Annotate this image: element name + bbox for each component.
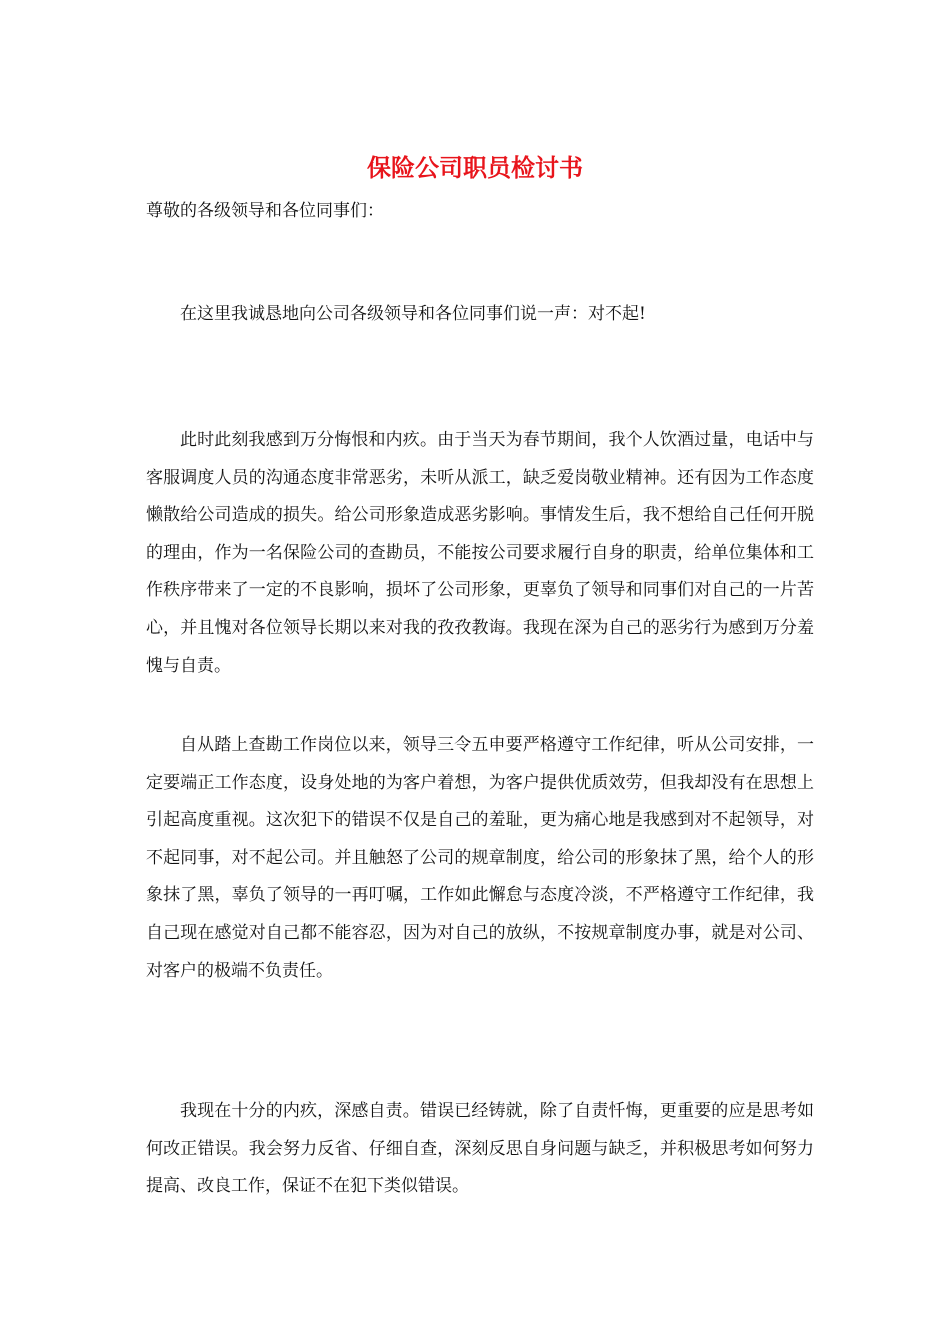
paragraph-correction: 我现在十分的内疚，深感自责。错误已经铸就，除了自责忏悔，更重要的应是思考如何改正错误。我会努力反省、仔细自查，深刻反思自身问题与缺乏，并积极思考如何努力提高、改良工作，保证不在犯下类似错误。	[146, 1101, 814, 1197]
document-title: 保险公司职员检讨书	[367, 153, 583, 182]
paragraph-regret: 此时此刻我感到万分悔恨和内疚。由于当天为春节期间，我个人饮酒过量，电话中与客服调度人员的沟通态度非常恶劣，未听从派工，缺乏爱岗敬业精神。还有因为工作态度懒散给公司造成的损失。给公司形象造成恶劣影响。事情发生后，我不想给自己任何开脱的理由，作为一名保险公司的查勘员，不能按公司要求履行自身的职责，给单位集体和工作秩序带来了一定的不良影响，损坏了公司形象，更辜负了领导和同事们对自己的一片苦心，并且愧对各位领导长期以来对我的孜孜教诲。我现在深为自己的恶劣行为感到万分羞愧与自责。	[146, 430, 814, 676]
salutation: 尊敬的各级领导和各位同事们：	[146, 201, 384, 221]
paragraph-discipline: 自从踏上查勘工作岗位以来，领导三令五申要严格遵守工作纪律，听从公司安排，一定要端正工作态度，设身处地的为客户着想，为客户提供优质效劳，但我却没有在思想上引起高度重视。这次犯下的错误不仅是自己的羞耻，更为痛心地是我感到对不起领导，对不起同事，对不起公司。并且触怒了公司的规章制度，给公司的形象抹了黑，给个人的形象抹了黑，辜负了领导的一再叮嘱，工作如此懈怠与态度冷淡，不严格遵守工作纪律，我自己现在感觉对自己都不能容忍，因为对自己的放纵，不按规章制度办事，就是对公司、对客户的极端不负责任。	[146, 735, 814, 981]
paragraph-apology: 在这里我诚恳地向公司各级领导和各位同事们说一声：对不起!	[180, 304, 646, 324]
